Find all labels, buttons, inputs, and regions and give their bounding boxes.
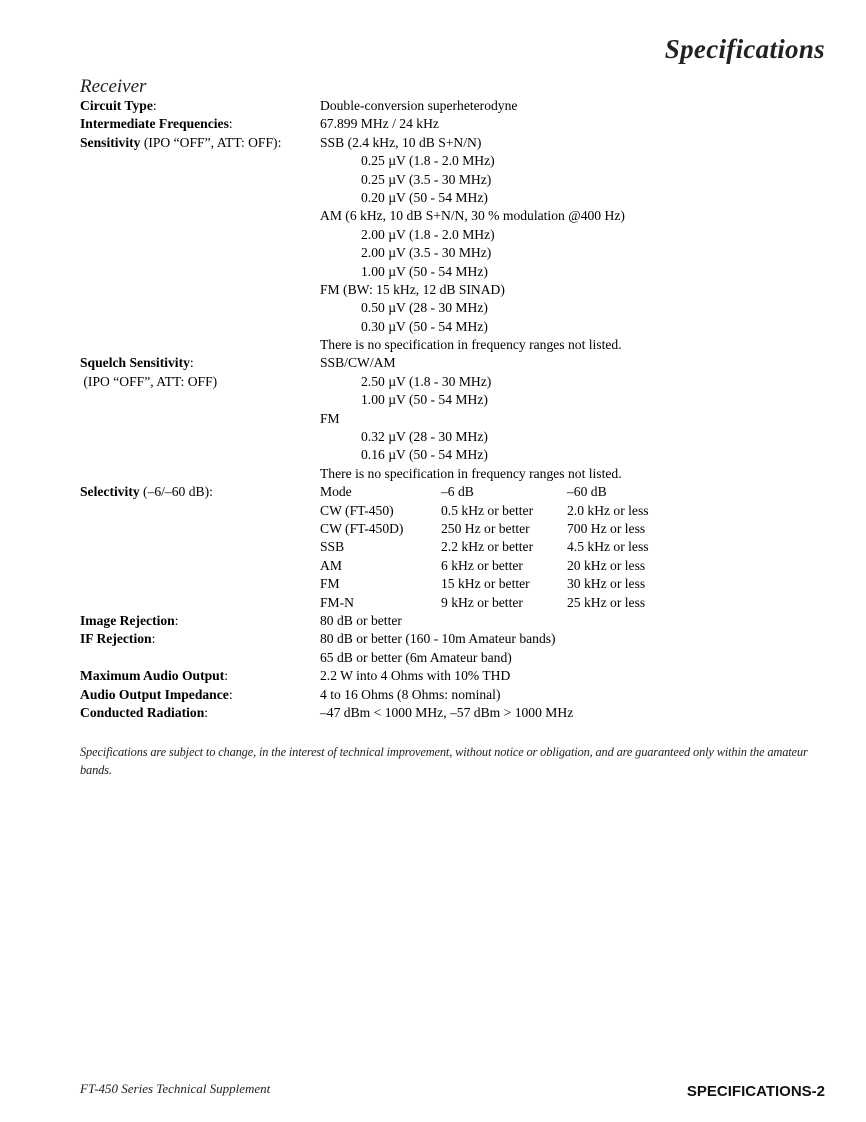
spec-colon: : <box>174 612 179 628</box>
selectivity-row <box>0 557 866 575</box>
spec-subrow <box>0 152 866 170</box>
spec-subrow <box>0 336 866 354</box>
spec-value: 2.00 µV (1.8 - 2.0 MHz) <box>361 226 495 242</box>
spec-value: 2.00 µV (3.5 - 30 MHz) <box>361 245 492 261</box>
spec-value: 0.20 µV (50 - 54 MHz) <box>361 189 488 205</box>
spec-sub-label: (IPO “OFF”, ATT: OFF) <box>80 373 218 389</box>
selectivity-6db: 9 kHz or better <box>441 594 523 610</box>
spec-subrow <box>0 263 866 281</box>
spec-colon: : <box>224 668 229 684</box>
selectivity-6db: 2.2 kHz or better <box>441 539 534 555</box>
spec-colon: : <box>152 98 157 113</box>
spec-subrow <box>0 226 866 244</box>
spec-value: SSB/CW/AM <box>320 355 396 371</box>
spec-subrow <box>0 649 866 667</box>
spec-colon: : <box>189 355 194 371</box>
spec-value: Double-conversion superheterodyne <box>320 98 518 113</box>
selectivity-header-6db: –6 dB <box>441 484 474 500</box>
spec-value: 0.32 µV (28 - 30 MHz) <box>361 429 488 445</box>
spec-value: –47 dBm < 1000 MHz, –57 dBm > 1000 MHz <box>320 704 574 720</box>
spec-value: 4 to 16 Ohms (8 Ohms: nominal) <box>320 686 501 702</box>
spec-value: 65 dB or better (6m Amateur band) <box>320 649 512 665</box>
spec-label: Image Rejection <box>80 612 175 628</box>
spec-label: Conducted Radiation <box>80 704 205 720</box>
spec-subrow <box>0 318 866 336</box>
spec-subrow <box>0 171 866 189</box>
spec-row-circuit-type <box>0 97 866 115</box>
spec-subrow <box>0 189 866 207</box>
spec-note: There is no specification in frequency ranges not listed. <box>320 465 622 481</box>
spec-label-suffix: (IPO “OFF”, ATT: OFF): <box>140 134 282 150</box>
selectivity-row <box>0 520 866 538</box>
selectivity-header-mode: Mode <box>320 484 352 500</box>
selectivity-mode: AM <box>320 557 342 573</box>
spec-row-if-rejection <box>0 630 866 648</box>
spec-value: 1.00 µV (50 - 54 MHz) <box>361 263 488 279</box>
selectivity-60db: 25 kHz or less <box>567 594 646 610</box>
spec-subrow <box>0 299 866 317</box>
spec-value: 2.50 µV (1.8 - 30 MHz) <box>361 373 492 389</box>
spec-value: 0.16 µV (50 - 54 MHz) <box>361 447 488 463</box>
spec-value: 0.50 µV (28 - 30 MHz) <box>361 300 488 316</box>
spec-label: Audio Output Impedance <box>80 686 229 702</box>
spec-value: 1.00 µV (50 - 54 MHz) <box>361 392 488 408</box>
spec-subrow <box>0 410 866 428</box>
footer-page-number: SPECIFICATIONS-2 <box>686 1083 825 1100</box>
spec-subrow <box>0 244 866 262</box>
selectivity-mode: FM <box>320 576 340 592</box>
spec-row-conducted-radiation <box>0 704 866 722</box>
selectivity-row <box>0 594 866 612</box>
spec-label: Maximum Audio Output <box>80 668 225 684</box>
selectivity-6db: 6 kHz or better <box>441 557 523 573</box>
spec-value: 0.25 µV (3.5 - 30 MHz) <box>361 171 492 187</box>
spec-colon: : <box>204 704 209 720</box>
section-heading-receiver: Receiver <box>80 76 147 97</box>
spec-row-image-rejection <box>0 612 866 630</box>
selectivity-mode: FM-N <box>320 594 354 610</box>
footer-document-title: FT-450 Series Technical Supplement <box>80 1081 271 1096</box>
spec-label: Circuit Type <box>80 98 153 113</box>
selectivity-60db: 30 kHz or less <box>567 576 646 592</box>
disclaimer-note: Specifications are subject to change, in the interest of technical improvement, without notice or obligation, and are guaranteed only within the amateur bands. <box>80 745 808 777</box>
spec-subrow <box>0 446 866 464</box>
spec-label: Squelch Sensitivity <box>80 355 190 371</box>
spec-value: 0.25 µV (1.8 - 2.0 MHz) <box>361 153 495 169</box>
spec-value: 2.2 W into 4 Ohms with 10% THD <box>320 668 511 684</box>
spec-value: 80 dB or better (160 - 10m Amateur bands) <box>320 631 556 647</box>
spec-label: Selectivity <box>80 484 140 500</box>
spec-subrow <box>0 373 866 391</box>
selectivity-60db: 20 kHz or less <box>567 557 646 573</box>
selectivity-60db: 2.0 kHz or less <box>567 502 649 518</box>
spec-value: 67.899 MHz / 24 kHz <box>320 116 439 132</box>
spec-subrow <box>0 391 866 409</box>
spec-value: SSB (2.4 kHz, 10 dB S+N/N) <box>320 134 482 150</box>
selectivity-6db: 0.5 kHz or better <box>441 502 534 518</box>
spec-subrow <box>0 281 866 299</box>
spec-row-if-freq <box>0 115 866 133</box>
spec-row-audio-impedance <box>0 686 866 704</box>
spec-row-squelch <box>0 354 866 372</box>
selectivity-60db: 4.5 kHz or less <box>567 539 649 555</box>
selectivity-row <box>0 575 866 593</box>
spec-note: There is no specification in frequency ranges not listed. <box>320 337 622 353</box>
selectivity-mode: CW (FT-450) <box>320 502 394 518</box>
spec-colon: : <box>228 116 233 132</box>
spec-value: 0.30 µV (50 - 54 MHz) <box>361 318 488 334</box>
spec-label: Sensitivity <box>80 134 141 150</box>
spec-colon: : <box>228 686 233 702</box>
spec-subrow <box>0 465 866 483</box>
spec-value: AM (6 kHz, 10 dB S+N/N, 30 % modulation @400 Hz) <box>320 208 625 224</box>
spec-subrow <box>0 428 866 446</box>
spec-row-sensitivity <box>0 134 866 152</box>
spec-list <box>0 97 866 722</box>
spec-label: IF Rejection <box>80 631 152 647</box>
spec-label-suffix: (–6/–60 dB): <box>139 484 213 500</box>
spec-value: FM <box>320 410 340 426</box>
selectivity-mode: CW (FT-450D) <box>320 520 404 536</box>
spec-row-audio-output <box>0 667 866 685</box>
selectivity-row <box>0 502 866 520</box>
selectivity-header-60db: –60 dB <box>567 484 607 500</box>
spec-colon: : <box>151 631 156 647</box>
page-title: Specifications <box>664 34 825 64</box>
selectivity-mode: SSB <box>320 539 345 555</box>
spec-row-selectivity <box>0 483 866 501</box>
selectivity-60db: 700 Hz or less <box>567 520 646 536</box>
spec-value: FM (BW: 15 kHz, 12 dB SINAD) <box>320 281 505 297</box>
spec-value: 80 dB or better <box>320 612 402 628</box>
spec-label: Intermediate Frequencies <box>80 116 229 132</box>
selectivity-6db: 15 kHz or better <box>441 576 530 592</box>
selectivity-6db: 250 Hz or better <box>441 520 530 536</box>
spec-subrow <box>0 207 866 225</box>
selectivity-row <box>0 538 866 556</box>
